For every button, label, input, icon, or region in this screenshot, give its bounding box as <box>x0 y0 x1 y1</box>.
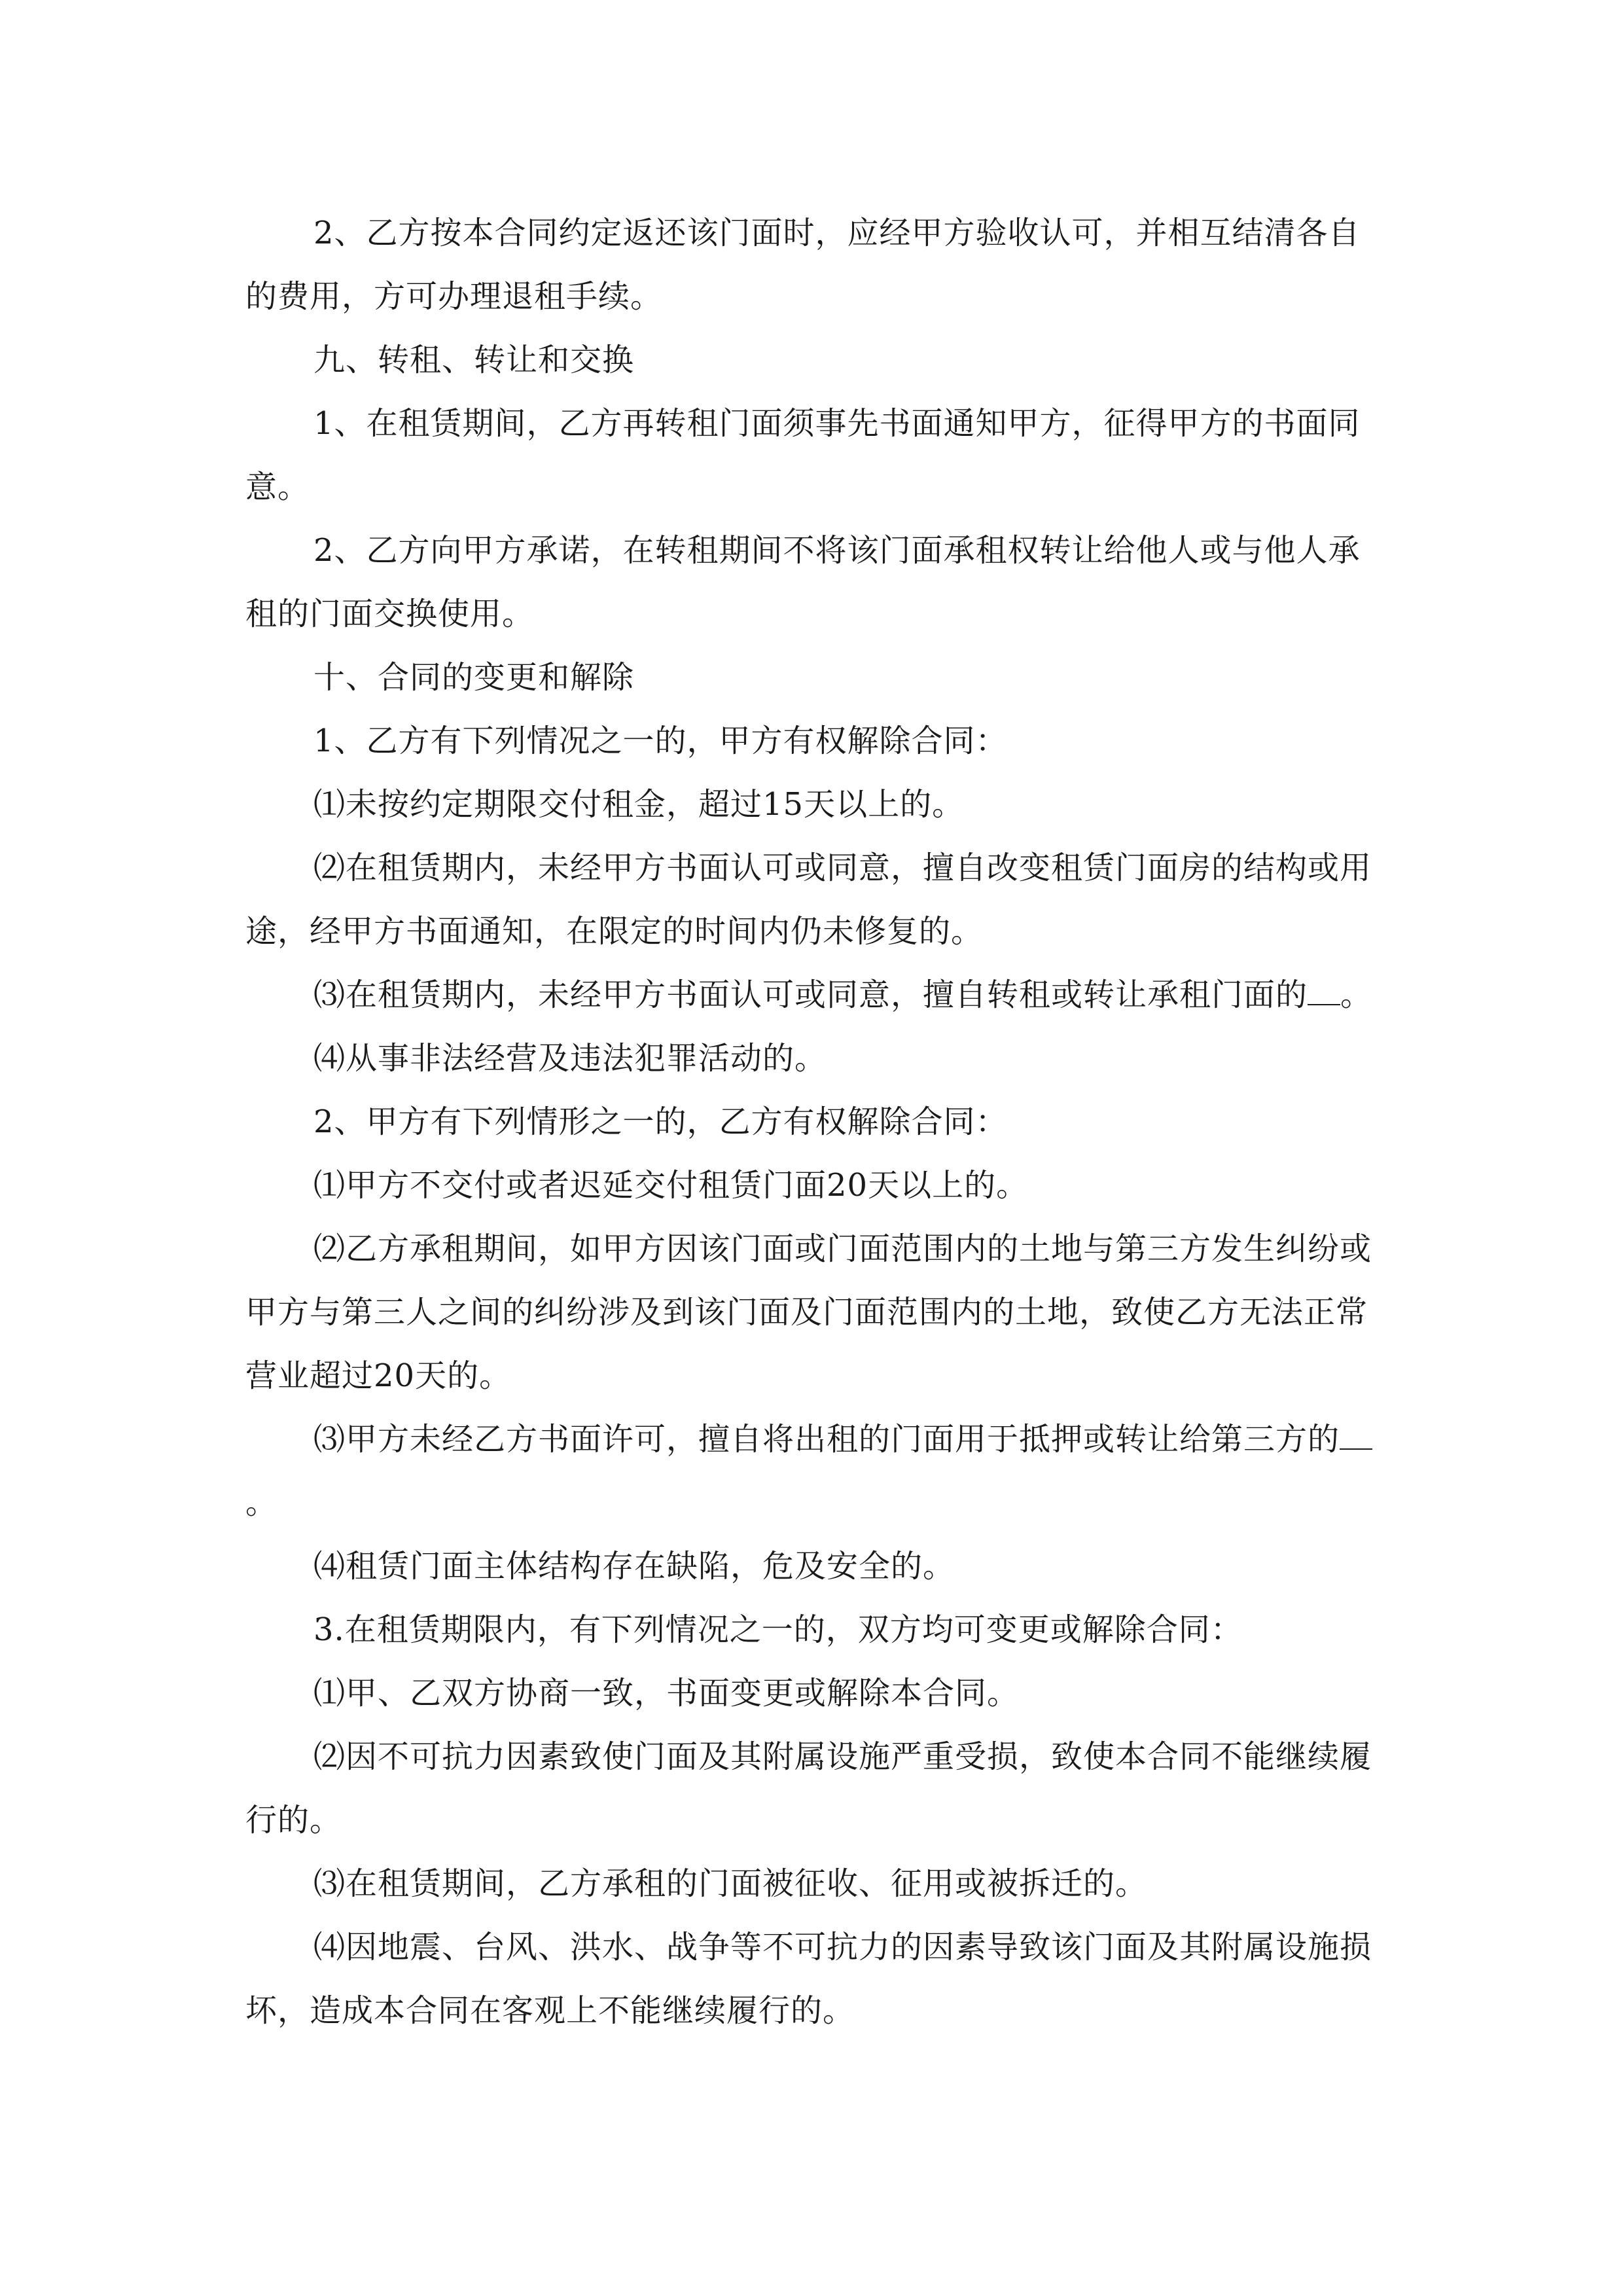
paragraph-sublease-promise: 2、乙方向甲方承诺，在转租期间不将该门面承租权转让给他人或与他人承租的门面交换使用。 <box>245 532 1361 632</box>
section-heading-sublease: 九、转租、转让和交换 <box>313 342 635 378</box>
paragraph-mutual-termination: 3.在租赁期限内，有下列情况之一的，双方均可变更或解除合同： <box>313 1611 1243 1648</box>
paragraph-item-natural-disaster: ⑷因地震、台风、洪水、战争等不可抗力的因素导致该门面及其附属设施损坏，造成本合同在客观上不能继续履行的。 <box>245 1929 1372 2029</box>
paragraph-item-delivery-delay: ⑴甲方不交付或者迟延交付租赁门面20天以上的。 <box>313 1167 1029 1204</box>
paragraph-party-b-termination-right: 2、甲方有下列情形之一的，乙方有权解除合同： <box>313 1103 1008 1140</box>
paragraph-return-storefront: 2、乙方按本合同约定返还该门面时，应经甲方验收认可，并相互结清各自的费用，方可办理退租手续。 <box>245 215 1361 315</box>
document-body <box>245 202 1384 2043</box>
paragraph-item-expropriation: ⑶在租赁期间，乙方承租的门面被征收、征用或被拆迁的。 <box>313 1865 1148 1902</box>
paragraph-item-unauthorized-sublease <box>245 963 1384 1027</box>
blank-line <box>1308 979 1340 1005</box>
paragraph-item-mutual-agreement: ⑴甲、乙双方协商一致，书面变更或解除本合同。 <box>313 1675 1020 1712</box>
item-trailing-punctuation: 。 <box>1340 977 1373 1013</box>
paragraph-item-unauthorized-mortgage <box>245 1408 1384 1535</box>
paragraph-item-rent-overdue: ⑴未按约定期限交付租金，超过15天以上的。 <box>313 786 965 823</box>
blank-line <box>1340 1424 1372 1450</box>
paragraph-party-a-termination-right: 1、乙方有下列情况之一的，甲方有权解除合同： <box>313 723 1008 759</box>
paragraph-item-structural-defect: ⑷租赁门面主体结构存在缺陷，危及安全的。 <box>313 1548 955 1585</box>
paragraph-item-third-party-dispute: ⑵乙方承租期间，如甲方因该门面或门面范围内的土地与第三方发生纠纷或甲方与第三人之间的纠纷涉及到该门面及门面范围内的土地，致使乙方无法正常营业超过20天的。 <box>245 1230 1372 1394</box>
paragraph-sublease-notice: 1、在租赁期间，乙方再转租门面须事先书面通知甲方，征得甲方的书面同意。 <box>245 405 1361 505</box>
section-heading-change-termination: 十、合同的变更和解除 <box>313 659 635 696</box>
paragraph-item-illegal-activity: ⑷从事非法经营及违法犯罪活动的。 <box>313 1040 827 1077</box>
item-trailing-punctuation: 。 <box>245 1484 278 1521</box>
item-text: ⑶在租赁期内，未经甲方书面认可或同意，擅自转租或转让承租门面的 <box>313 977 1308 1013</box>
item-text: ⑶甲方未经乙方书面许可，擅自将出租的门面用于抵押或转让给第三方的 <box>313 1421 1340 1458</box>
paragraph-item-force-majeure-damage: ⑵因不可抗力因素致使门面及其附属设施严重受损，致使本合同不能继续履行的。 <box>245 1738 1372 1839</box>
paragraph-item-structure-change: ⑵在租赁期内，未经甲方书面认可或同意，擅自改变租赁门面房的结构或用途，经甲方书面通知，在限定的时间内仍未修复的。 <box>245 850 1372 950</box>
